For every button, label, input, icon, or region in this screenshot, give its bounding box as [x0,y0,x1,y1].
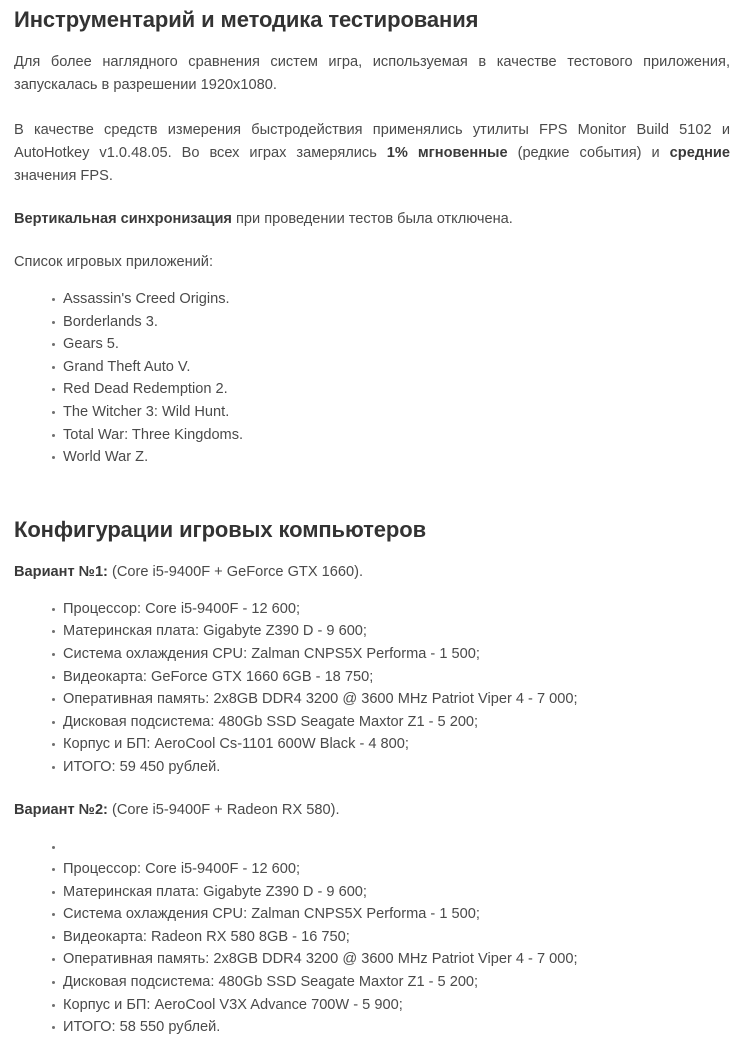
list-item-label: Grand Theft Auto V. [63,358,191,375]
table-row [52,666,734,689]
spacer [14,97,734,119]
list-item-label: Assassin's Creed Origins. [63,291,230,307]
spec-label: Система охлаждения CPU: Zalman CNPS5X Performa - 1 500; [63,906,480,923]
spec-label: Видеокарта: Radeon RX 580 8GB - 16 750; [63,928,350,945]
spec-label: Дисковая подсистема: 480Gb SSD Seagate Maxtor Z1 - 5 200; [63,713,479,730]
emphasis-average: средние [669,145,730,161]
variant-2-label: Вариант №2: [14,801,108,818]
paragraph-run: при проведении тестов была отключена. [231,211,513,227]
spacer [14,188,734,208]
table-row [52,994,734,1017]
list-item [52,446,734,469]
spacer [14,543,734,561]
game-list [14,288,734,469]
table-row [52,643,734,666]
paragraph-intro [14,51,734,97]
table-row [52,620,734,643]
spec-label: Процессор: Core i5-9400F - 12 600; [63,600,301,617]
spacer [14,469,734,517]
spacer [14,779,734,799]
list-item [52,311,734,334]
variant-1-label: Вариант №1: [14,563,108,580]
spec-label: Корпус и БП: AeroCool Cs-1101 600W Black - 4 800; [63,736,409,753]
spec-total-label: ИТОГО: 58 550 рублей. [63,1019,221,1036]
empty-list-item [52,836,734,859]
emphasis-vsync: Вертикальная синхронизация [14,211,232,227]
spec-label: Процессор: Core i5-9400F - 12 600; [63,861,301,878]
table-row [52,948,734,971]
spec-label: Корпус и БП: AeroCool V3X Advance 700W - 5 900; [63,996,403,1013]
list-item-label: World War Z. [63,449,149,466]
variant-2-header [14,799,734,822]
page-title: Инструментарий и методика тестирования [14,7,479,32]
list-item [52,378,734,401]
table-row [52,903,734,926]
list-item-label: Total War: Three Kingdoms. [63,426,244,443]
spec-label: Материнская плата: Gigabyte Z390 D - 9 600; [63,883,367,900]
spec-total-label: ИТОГО: 59 450 рублей. [63,758,221,775]
table-row [52,711,734,734]
list-item [52,356,734,379]
paragraph-run: В качестве средств измерения быстродействия применялись утилиты FPS Monitor Build 5102 и AutoHotkey v1.0.48.05. Во всех играх замерялись [14,122,730,161]
list-item-label: Red Dead Redemption 2. [63,381,228,398]
table-row [52,971,734,994]
spec-label: Оперативная память: 2x8GB DDR4 3200 @ 3600 MHz Patriot Viper 4 - 7 000; [63,691,578,708]
paragraph-run: (редкие события) и [507,145,670,161]
spec-label: Система охлаждения CPU: Zalman CNPS5X Performa - 1 500; [63,645,480,662]
list-item [52,424,734,447]
table-row [52,1016,734,1039]
spacer [14,274,734,288]
spec-label: Видеокарта: GeForce GTX 1660 6GB - 18 750; [63,668,374,685]
table-row [52,733,734,756]
spec-label: Оперативная память: 2x8GB DDR4 3200 @ 3600 MHz Patriot Viper 4 - 7 000; [63,951,578,968]
spacer [14,822,734,836]
table-row [52,881,734,904]
emphasis-one-percent: 1% мгновенные [386,145,508,161]
paragraph-run: Для более наглядного сравнения систем игра, используемая в качестве тестового приложения, запускалась в разрешении 1920x1080. [14,54,730,93]
variant-1-header [14,561,734,584]
spec-label: Дисковая подсистема: 480Gb SSD Seagate Maxtor Z1 - 5 200; [63,974,479,991]
spacer [14,231,734,251]
list-item [52,288,734,311]
variant-1-summary: (Core i5-9400F + GeForce GTX 1660). [107,563,364,580]
paragraph-run: Список игровых приложений: [14,254,214,270]
list-item-label: Gears 5. [63,336,119,353]
table-row [52,926,734,949]
table-row [52,858,734,881]
spec-label: Материнская плата: Gigabyte Z390 D - 9 600; [63,623,367,640]
spacer [14,33,734,51]
paragraph-tools [14,119,734,188]
variant-2-summary: (Core i5-9400F + Radeon RX 580). [107,801,340,818]
section-title-configs: Конфигурации игровых компьютеров [14,516,427,542]
variant-2-spec-list [14,836,734,1039]
list-item [52,333,734,356]
paragraph-run: значения FPS. [14,168,113,184]
list-item [52,401,734,424]
table-row [52,756,734,779]
list-item-label: Borderlands 3. [63,313,158,330]
list-item-label: The Witcher 3: Wild Hunt. [63,403,230,420]
spacer [14,584,734,598]
paragraph-vsync [14,208,734,231]
variant-1-spec-list [14,598,734,779]
table-row [52,598,734,621]
table-row [52,688,734,711]
paragraph-games-intro [14,251,734,274]
